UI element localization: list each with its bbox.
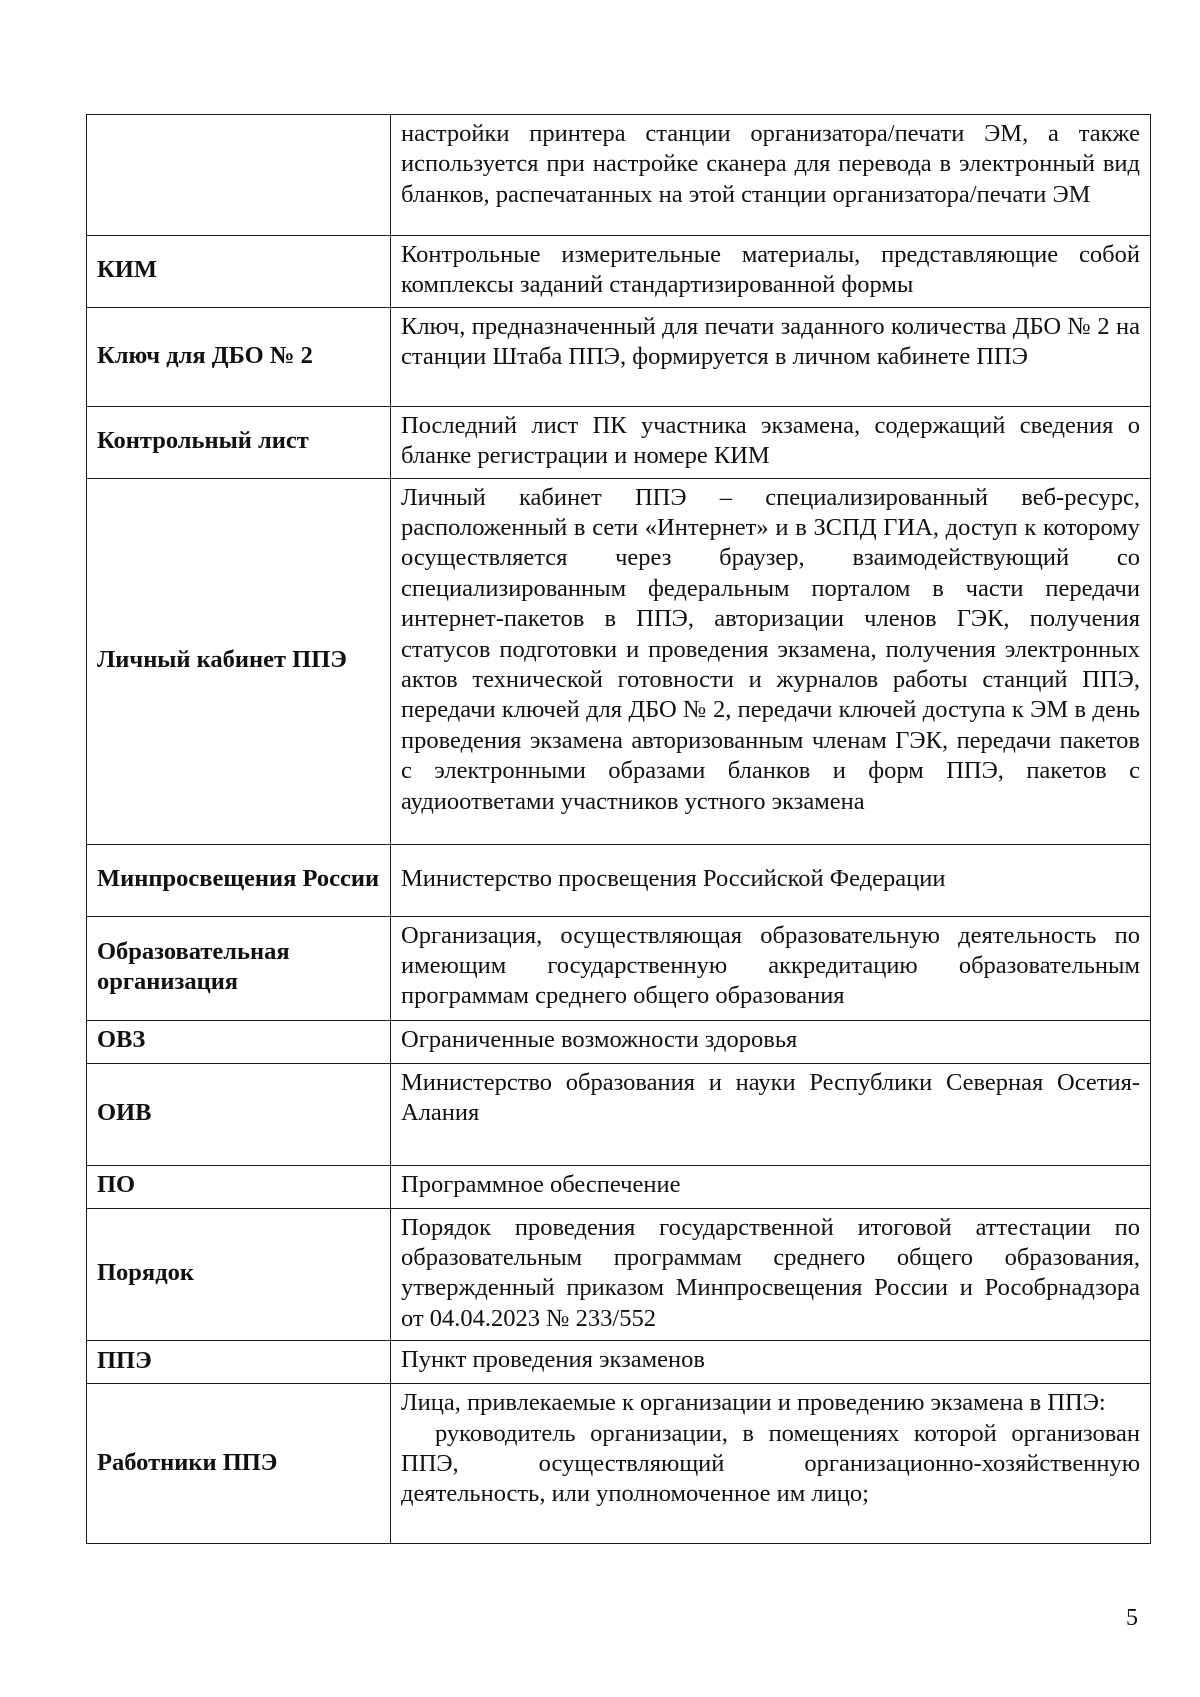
table-row	[87, 1165, 1151, 1208]
table-row	[87, 478, 1151, 844]
definition-cell	[391, 1384, 1151, 1544]
term-cell: КИМ	[87, 236, 391, 308]
term-cell: ППЭ	[87, 1341, 391, 1384]
term-cell: Работники ППЭ	[87, 1384, 391, 1544]
table-row	[87, 115, 1151, 236]
definition-cell: Контрольные измерительные материалы, представляющие собой комплексы заданий стандартизированной формы	[391, 236, 1151, 308]
table-row	[87, 1063, 1151, 1165]
table-row	[87, 916, 1151, 1020]
definition-cell: Личный кабинет ППЭ – специализированный веб-ресурс, расположенный в сети «Интернет» и в ЗСПД ГИА, доступ к которому осуществляется через браузер, взаимодействующий со специализированным федеральным порталом в части передачи интернет-пакетов в ППЭ, авторизации членов ГЭК, получения статусов подготовки и проведения экзамена, получения электронных актов технической готовности и журналов работы станций ППЭ, передачи ключей для ДБО № 2, передачи ключей доступа к ЭМ в день проведения экзамена авторизованным членам ГЭК, передачи пакетов с электронными образами бланков и форм ППЭ, пакетов с аудиоответами участников устного экзамена	[391, 478, 1151, 844]
table-row	[87, 307, 1151, 406]
term-cell: Контрольный лист	[87, 406, 391, 478]
term-cell: ОИВ	[87, 1063, 391, 1165]
definition-cell: Порядок проведения государственной итоговой аттестации по образовательным программам среднего общего образования, утвержденный приказом Минпросвещения России и Рособрнадзора от 04.04.2023 № 233/552	[391, 1208, 1151, 1341]
table-row	[87, 844, 1151, 916]
definition-cell: Министерство образования и науки Республики Северная Осетия-Алания	[391, 1063, 1151, 1165]
term-cell: ПО	[87, 1165, 391, 1208]
definition-cell: Последний лист ПК участника экзамена, содержащий сведения о бланке регистрации и номере КИМ	[391, 406, 1151, 478]
definition-cell: Пункт проведения экзаменов	[391, 1341, 1151, 1384]
table-row	[87, 1020, 1151, 1063]
term-cell	[87, 115, 391, 236]
term-cell: Порядок	[87, 1208, 391, 1341]
definition-cell: Министерство просвещения Российской Федерации	[391, 844, 1151, 916]
term-cell: Ключ для ДБО № 2	[87, 307, 391, 406]
page-number: 5	[1126, 1605, 1138, 1631]
table-row	[87, 406, 1151, 478]
term-cell: ОВЗ	[87, 1020, 391, 1063]
definition-cell: Организация, осуществляющая образовательную деятельность по имеющим государственную аккредитацию образовательным программам среднего общего образования	[391, 916, 1151, 1020]
definition-cell: Программное обеспечение	[391, 1165, 1151, 1208]
definition-cell: Ключ, предназначенный для печати заданного количества ДБО № 2 на станции Штаба ППЭ, формируется в личном кабинете ППЭ	[391, 307, 1151, 406]
term-cell: Личный кабинет ППЭ	[87, 478, 391, 844]
table-row	[87, 1341, 1151, 1384]
glossary-table	[86, 114, 1151, 1544]
definition-list-item: руководитель организации, в помещениях которой организован ППЭ, осуществляющий организационно-хозяйственную деятельность, или уполномоченное им лицо;	[401, 1419, 1140, 1508]
table-row	[87, 1384, 1151, 1544]
definition-cell: Ограниченные возможности здоровья	[391, 1020, 1151, 1063]
table-row	[87, 1208, 1151, 1341]
table-row	[87, 236, 1151, 308]
definition-cell: настройки принтера станции организатора/печати ЭМ, а также используется при настройке сканера для перевода в электронный вид бланков, распечатанных на этой станции организатора/печати ЭМ	[391, 115, 1151, 236]
term-cell: Образовательная организация	[87, 916, 391, 1020]
term-cell: Минпросвещения России	[87, 844, 391, 916]
definition-intro: Лица, привлекаемые к организации и проведению экзамена в ППЭ:	[401, 1389, 1106, 1417]
